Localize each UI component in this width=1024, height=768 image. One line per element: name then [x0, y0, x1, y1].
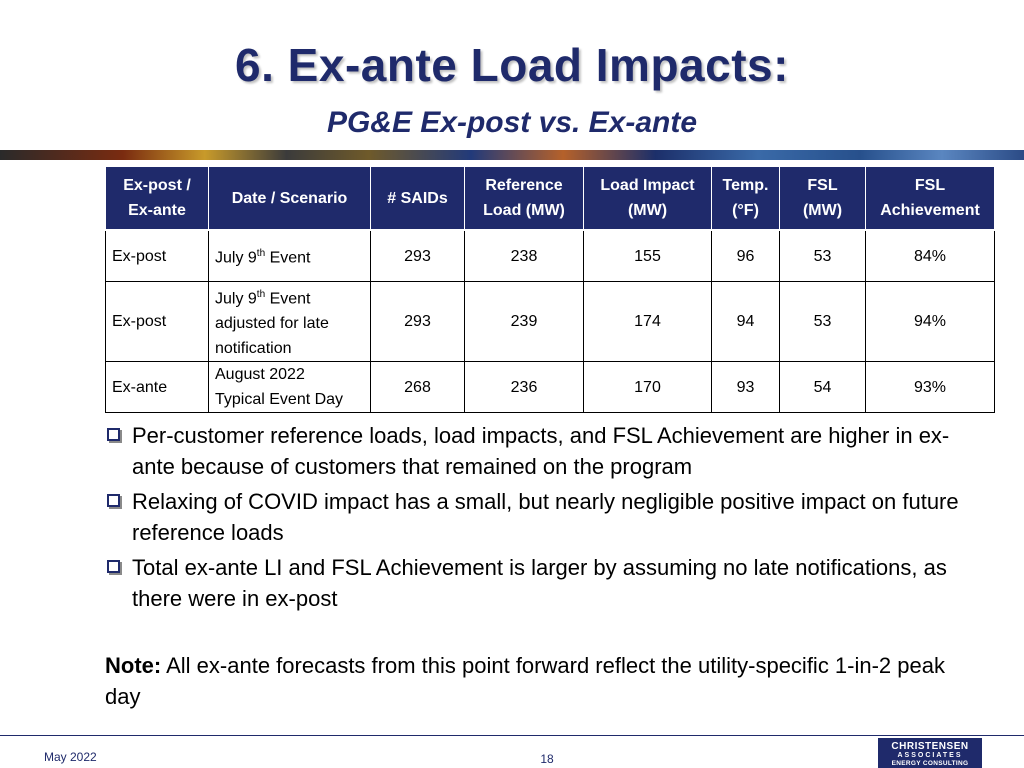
header-fsl: FSL (MW) [780, 167, 866, 231]
logo-line-1: CHRISTENSEN [891, 741, 969, 752]
header-fsl-achievement: FSL Achievement [866, 167, 995, 231]
cell-scenario: July 9th Event [209, 230, 371, 282]
bullet-text: Total ex-ante LI and FSL Achievement is larger by assuming no late notifications, as there were in ex-post [132, 555, 947, 611]
page-number: 18 [540, 752, 554, 766]
checkbox-bullet-icon [107, 494, 120, 507]
checkbox-bullet-icon [107, 560, 120, 573]
list-item [105, 486, 985, 548]
load-impacts-table [105, 166, 995, 413]
cell-fsl: 54 [780, 362, 866, 413]
cell-reference-load: 236 [465, 362, 584, 413]
cell-load-impact: 155 [584, 230, 712, 282]
cell-type: Ex-ante [106, 362, 209, 413]
bullet-text: Relaxing of COVID impact has a small, but nearly negligible positive impact on future reference loads [132, 489, 959, 545]
cell-temp: 94 [712, 282, 780, 362]
cell-load-impact: 170 [584, 362, 712, 413]
cell-saids: 293 [371, 230, 465, 282]
cell-fsl-achievement: 93% [866, 362, 995, 413]
bullet-list [105, 420, 985, 618]
list-item [105, 552, 985, 614]
cell-saids: 268 [371, 362, 465, 413]
table-row [106, 282, 995, 362]
note-text: All ex-ante forecasts from this point forward reflect the utility-specific 1-in-2 peak day [105, 653, 945, 709]
cell-load-impact: 174 [584, 282, 712, 362]
logo-line-2: ASSOCIATES [897, 752, 963, 759]
note-paragraph [105, 650, 985, 712]
company-logo [878, 738, 982, 768]
cell-temp: 93 [712, 362, 780, 413]
cell-fsl: 53 [780, 282, 866, 362]
cell-saids: 293 [371, 282, 465, 362]
slide-subtitle: PG&E Ex-post vs. Ex-ante [326, 106, 698, 139]
header-load-impact: Load Impact (MW) [584, 167, 712, 231]
header-expost-exante: Ex-post / Ex-ante [106, 167, 209, 231]
table-row [106, 362, 995, 413]
table-header-row [106, 167, 995, 231]
footer-date: May 2022 [44, 750, 97, 764]
logo-line-3: ENERGY CONSULTING [891, 760, 969, 767]
note-label: Note: [105, 653, 162, 678]
cell-reference-load: 238 [465, 230, 584, 282]
header-date-scenario: Date / Scenario [209, 167, 371, 231]
cell-reference-load: 239 [465, 282, 584, 362]
cell-fsl: 53 [780, 230, 866, 282]
header-saids: # SAIDs [371, 167, 465, 231]
cell-fsl-achievement: 84% [866, 230, 995, 282]
bullet-text: Per-customer reference loads, load impacts, and FSL Achievement are higher in ex-ante because of customers that remained on the program [132, 423, 950, 479]
slide-title: 6. Ex-ante Load Impacts: [235, 39, 789, 91]
cell-fsl-achievement: 94% [866, 282, 995, 362]
cell-type: Ex-post [106, 230, 209, 282]
checkbox-bullet-icon [107, 428, 120, 441]
list-item [105, 420, 985, 482]
header-temp: Temp. (°F) [712, 167, 780, 231]
decorative-banner [0, 150, 1024, 160]
cell-type: Ex-post [106, 282, 209, 362]
header-reference-load: Reference Load (MW) [465, 167, 584, 231]
cell-scenario: July 9th Event adjusted for late notification [209, 282, 371, 362]
cell-temp: 96 [712, 230, 780, 282]
cell-scenario: August 2022 Typical Event Day [209, 362, 371, 413]
table-row [106, 230, 995, 282]
footer-divider [0, 735, 1024, 736]
